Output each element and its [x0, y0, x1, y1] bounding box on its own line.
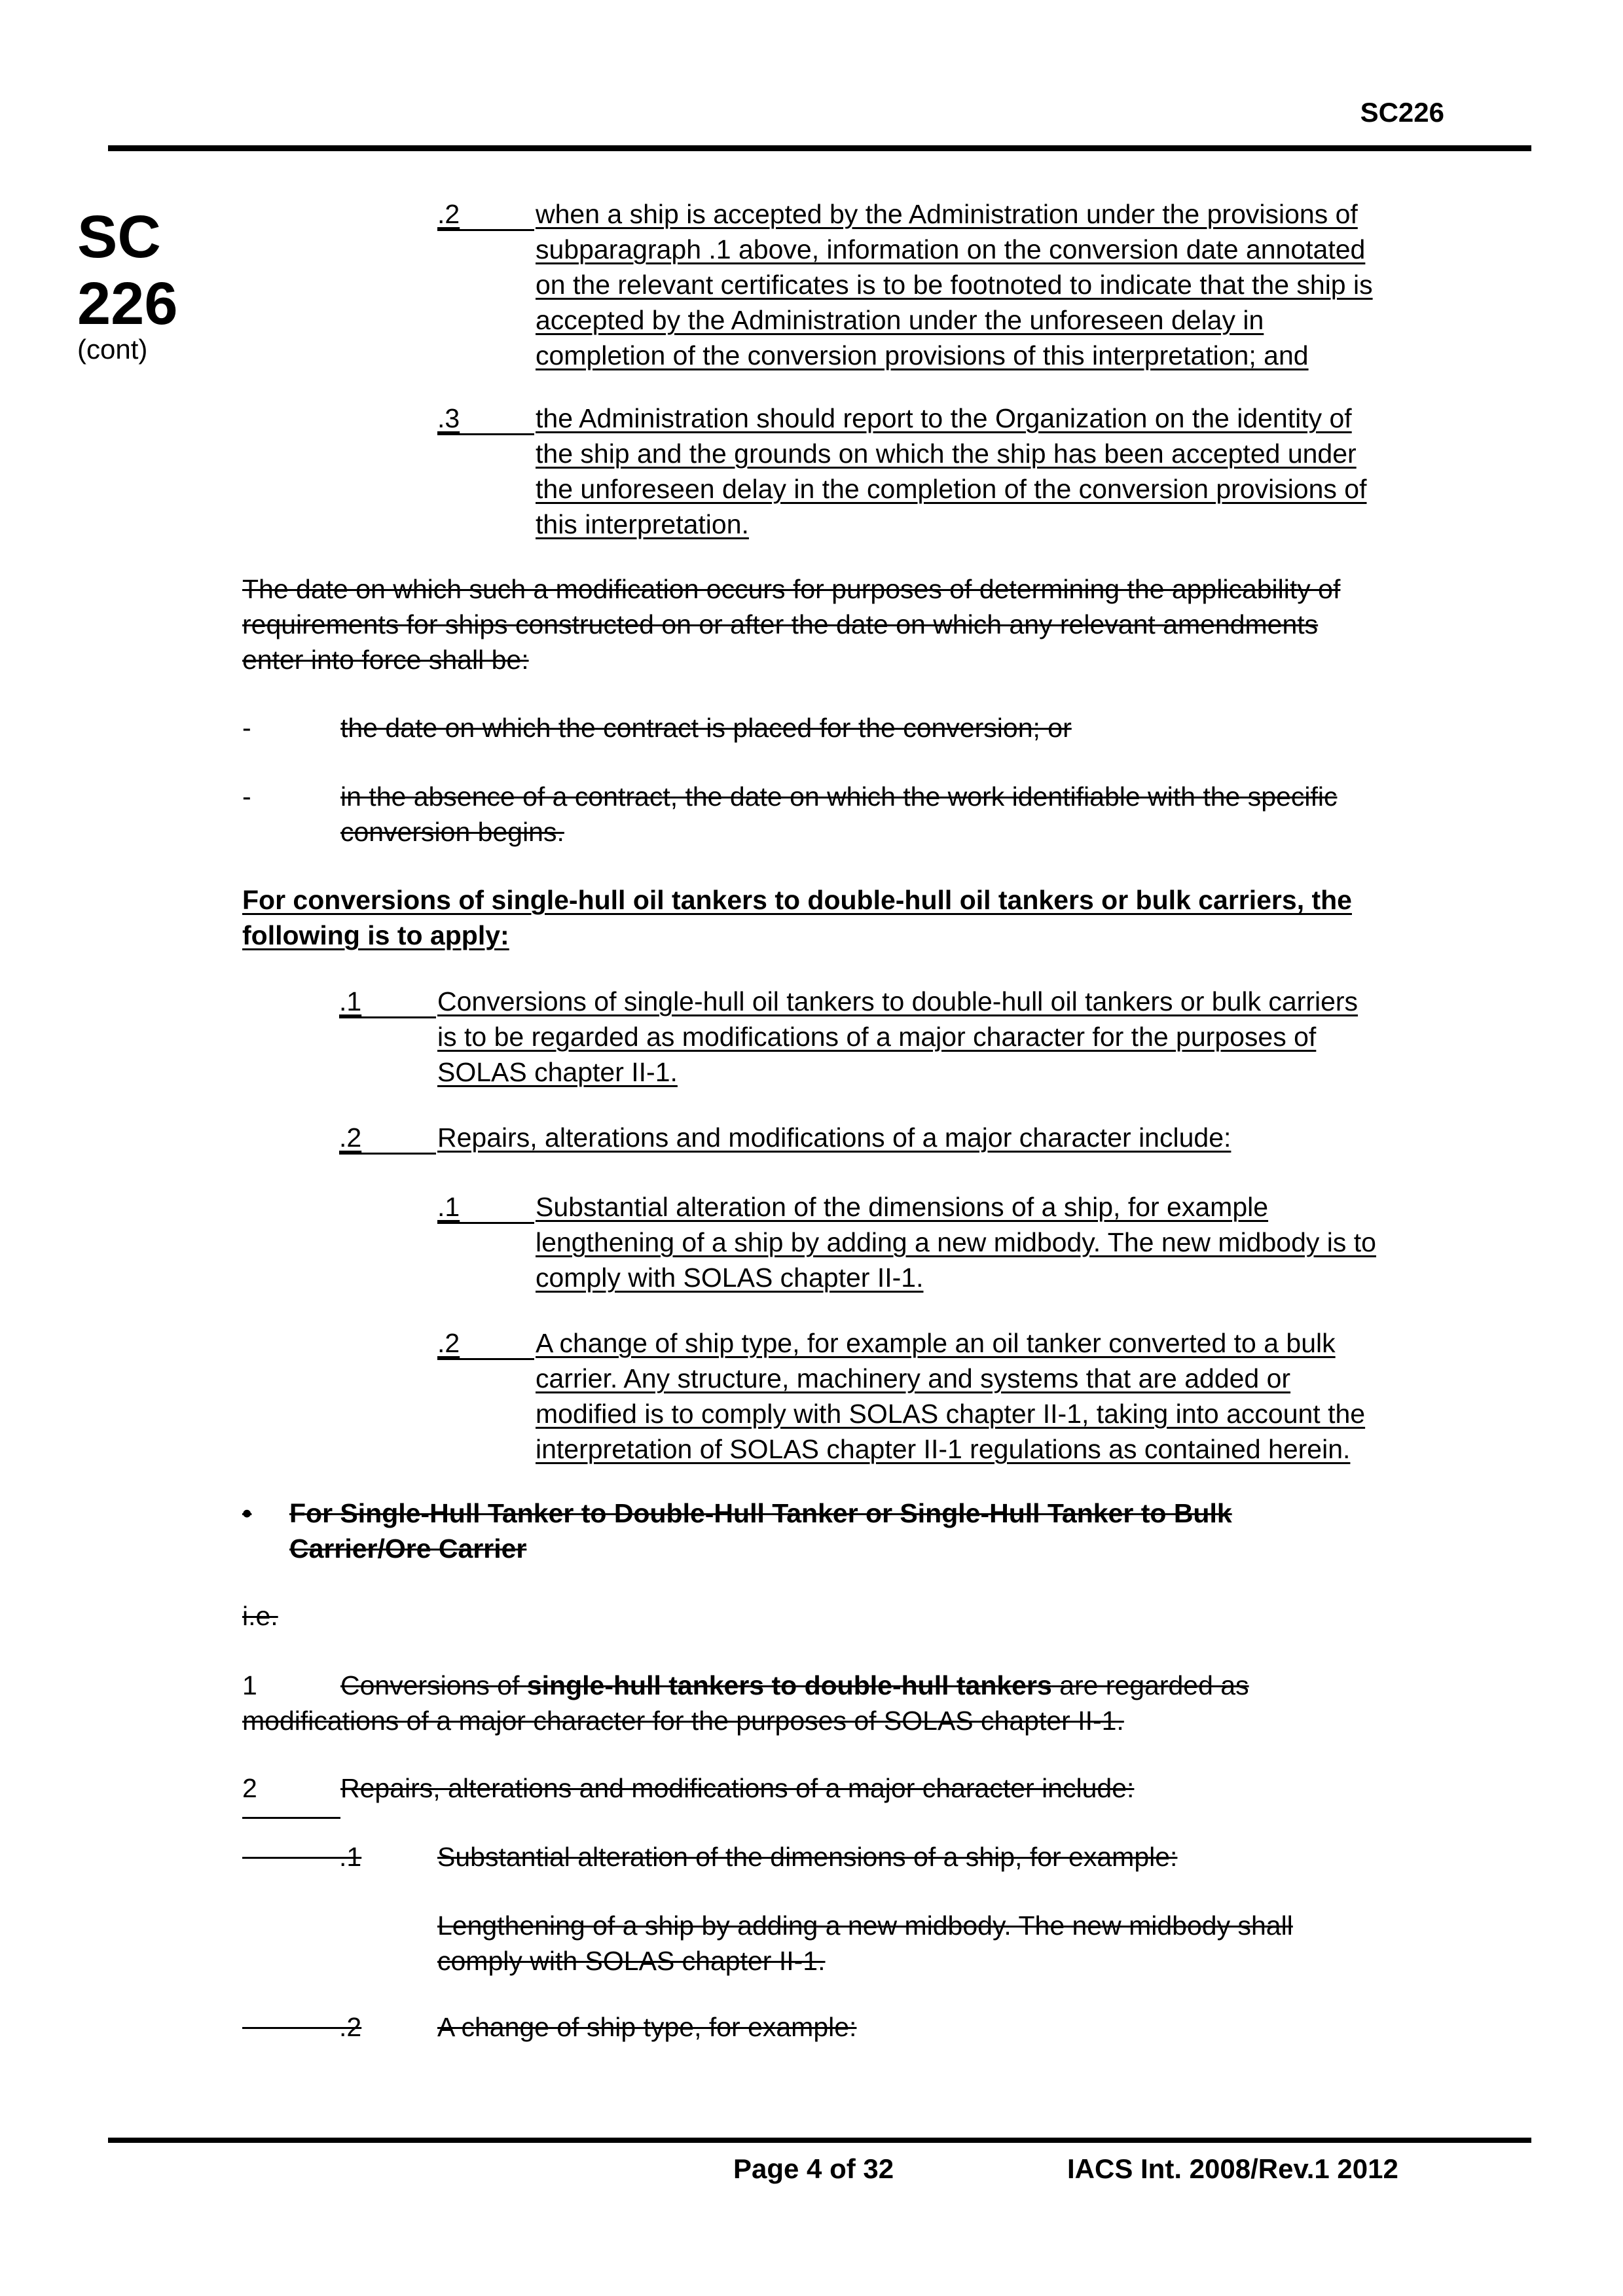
old-item-2-1-body: Lengthening of a ship by adding a new midbody. The new midbody shall comply with SOLAS chapter II-1. [437, 1910, 1293, 1976]
conversions-2-number: .2 [339, 1122, 362, 1153]
item-2-text: when a ship is accepted by the Administration under the provisions of subparagraph .1 above, information on the conversion date annotated on the relevant certificates is to be footnoted to indicate that the ship is accepted by the Administration under the unforeseen delay in completion of the conversion provisions of this interpretation; and [536, 199, 1373, 370]
item-2-number: .2 [437, 199, 460, 229]
side-label-number: 226 [77, 270, 178, 337]
conversions-1-text: Conversions of single-hull oil tankers to double-hull oil tankers or bulk carriers is to be regarded as modifications of a major character for the purposes of SOLAS chapter II-1. [437, 986, 1359, 1087]
conversions-2-2-number-underline [437, 1358, 534, 1360]
old-item-2-1-text: Substantial alteration of the dimensions of a ship, for example: [437, 1842, 1178, 1872]
side-label-cont: (cont) [77, 334, 148, 365]
conversions-1-number: .1 [339, 986, 362, 1016]
old-item-2-rule [242, 1817, 340, 1819]
old-item-1: 1 Conversions of single-hull tankers to double-hull tankers are regarded as modifications of a major character for the purposes of SOLAS chapter II-1. [242, 1670, 1249, 1736]
old-ie: i.e. [242, 1601, 278, 1631]
old-bullet-marker: • [242, 1498, 252, 1528]
struck-dash-2: - in the absence of a contract, the date on which the work identifiable with the specific conversion begins. [242, 781, 1338, 847]
footer-rule [108, 2138, 1531, 2143]
old-item-2: 2 Repairs, alterations and modifications of a major character include: [242, 1773, 1135, 1803]
old-item-2-1-dash [242, 1857, 340, 1859]
item-3-text: the Administration should report to the Organization on the identity of the ship and the grounds on which the ship has been accepted under the unforeseen delay in the completion of the conversion provisions of this interpretation. [536, 403, 1367, 539]
old-item-2-1-number: .1 [339, 1842, 362, 1872]
struck-dash-1: - the date on which the contract is placed for the conversion; or [242, 713, 1072, 743]
header-code: SC226 [1360, 97, 1444, 128]
item-2-number-underline [437, 229, 534, 231]
old-item-2-2-number: .2 [339, 2012, 362, 2042]
conversions-2-2-number: .2 [437, 1328, 460, 1358]
old-item-2-2-dash [242, 2027, 340, 2029]
conversions-2-1-text: Substantial alteration of the dimensions of a ship, for example lengthening of a ship by adding a new midbody. The new midbody is to comply with SOLAS chapter II-1. [536, 1192, 1376, 1293]
footer-reference: IACS Int. 2008/Rev.1 2012 [1067, 2153, 1398, 2184]
footer-page-number: Page 4 of 32 [733, 2153, 894, 2184]
conversions-2-1-number: .1 [437, 1192, 460, 1222]
side-label-sc: SC [77, 204, 161, 270]
conversions-2-2-text: A change of ship type, for example an oil tanker converted to a bulk carrier. Any structure, machinery and systems that are added or modified is to comply with SOLAS chapter II-1, taking into account the interpretation of SOLAS chapter II-1 regulations as contained herein. [536, 1328, 1366, 1464]
conversions-heading: For conversions of single-hull oil tankers to double-hull oil tankers or bulk carriers, the following is to apply: [242, 885, 1352, 950]
old-item-2-2-text: A change of ship type, for example: [437, 2012, 857, 2042]
struck-paragraph: The date on which such a modification occurs for purposes of determining the applicability of requirements for ships constructed on or after the date on which any relevant amendments enter into force shall be: [242, 574, 1341, 675]
item-3-number-underline [437, 433, 534, 435]
conversions-2-number-underline [339, 1153, 436, 1155]
conversions-1-number-underline [339, 1016, 436, 1018]
item-3-number: .3 [437, 403, 460, 433]
old-bullet-heading: For Single-Hull Tanker to Double-Hull Tanker or Single-Hull Tanker to Bulk Carrier/Ore Carrier [289, 1498, 1232, 1564]
conversions-2-1-number-underline [437, 1222, 534, 1224]
header-rule [108, 145, 1531, 151]
conversions-2-text: Repairs, alterations and modifications of a major character include: [437, 1122, 1231, 1153]
